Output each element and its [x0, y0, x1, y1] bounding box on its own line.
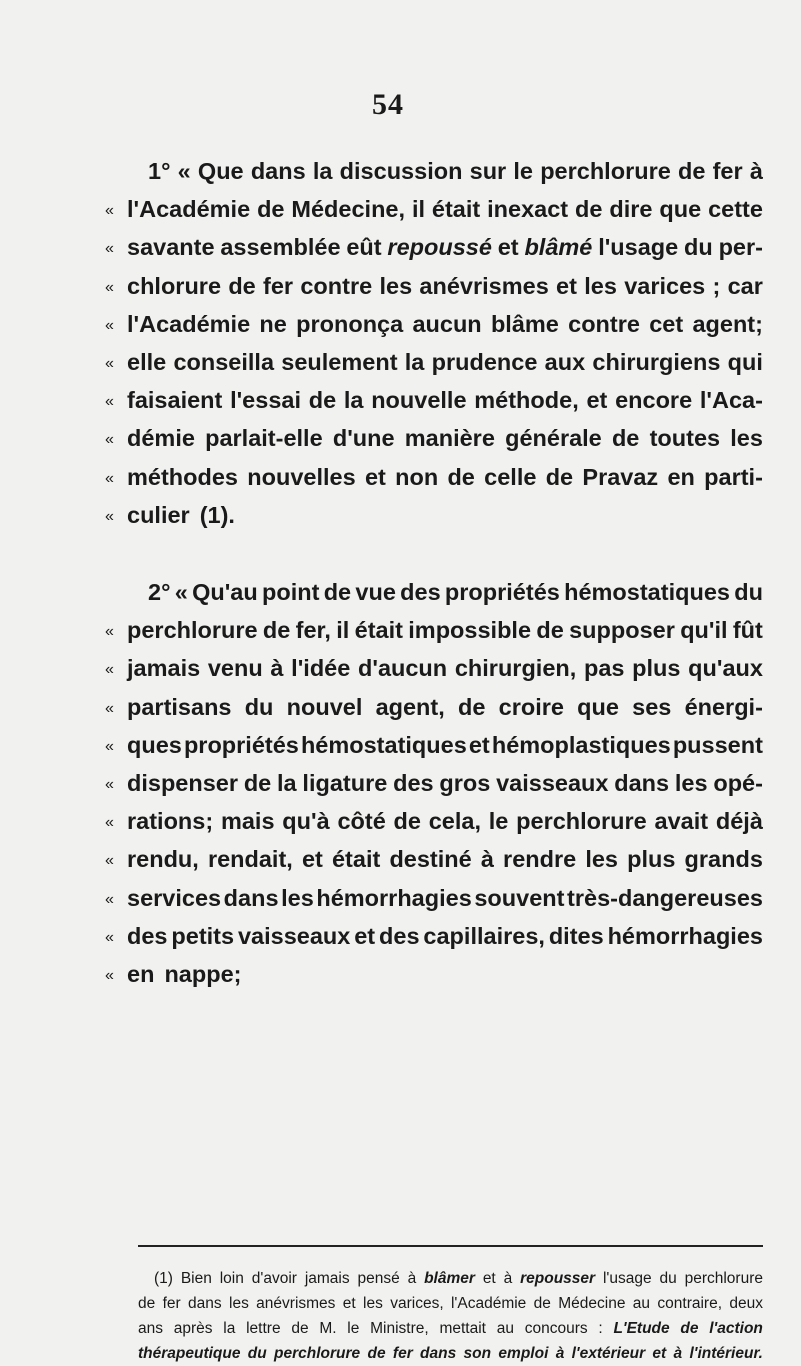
word: l'Académie	[127, 196, 251, 223]
word: pensé	[357, 1270, 400, 1287]
word: de	[228, 272, 256, 299]
word: inexact	[487, 196, 569, 223]
word: jamais	[127, 655, 201, 682]
word: per-	[718, 234, 763, 261]
word: en	[127, 960, 155, 987]
word: emploi	[498, 1345, 549, 1362]
word: l'Aca-	[699, 387, 763, 414]
word: dites	[548, 922, 604, 949]
word: aucun	[412, 310, 482, 337]
word: partisans	[127, 693, 232, 720]
word: anévrismes	[256, 1295, 336, 1312]
word: parlait-elle	[205, 425, 323, 452]
word: de	[393, 808, 421, 835]
text-line	[105, 343, 763, 381]
word: démie	[127, 425, 195, 452]
word: contre	[568, 310, 640, 337]
text-line	[105, 419, 763, 457]
word: de	[323, 579, 352, 605]
word: son	[463, 1345, 492, 1362]
word: (1).	[199, 501, 235, 528]
word: de	[262, 617, 291, 644]
word: de	[536, 617, 564, 644]
word: la	[277, 769, 297, 796]
word: de	[677, 158, 706, 184]
word: des	[379, 922, 420, 949]
word: la	[404, 348, 425, 375]
guillemet: «	[105, 890, 114, 908]
word: très-dangereuses	[567, 884, 763, 911]
word: impossible	[408, 617, 532, 644]
word: Ministre,	[370, 1320, 429, 1337]
word: vaisseaux	[496, 769, 609, 796]
word: manière	[404, 425, 495, 452]
word: chirurgiens	[592, 348, 721, 375]
word: côté	[337, 808, 386, 835]
word: au	[632, 1295, 651, 1312]
word: du	[659, 1270, 677, 1287]
word: perchlorure	[516, 808, 647, 835]
word: de	[533, 1295, 551, 1312]
text-line	[105, 726, 763, 764]
word: après	[173, 1320, 213, 1337]
word: du	[244, 693, 274, 720]
text-line	[127, 573, 763, 611]
word: supposer	[569, 617, 675, 644]
word: d'avoir	[251, 1270, 297, 1287]
guillemet: «	[105, 852, 114, 870]
word: non	[395, 463, 439, 490]
word: contre	[300, 272, 373, 299]
word: varices	[624, 272, 706, 299]
word: du	[247, 1345, 267, 1362]
text-line	[127, 152, 763, 190]
word: dans	[614, 769, 670, 796]
text-line	[105, 802, 763, 840]
word: point	[262, 579, 320, 605]
word: de	[138, 1295, 156, 1312]
word: toutes	[649, 425, 721, 452]
word: nouvel	[286, 693, 363, 720]
word: l'action	[709, 1320, 763, 1337]
word: ans	[138, 1320, 163, 1337]
word: à	[407, 1270, 417, 1287]
footnote-line	[138, 1291, 763, 1316]
word: pussent	[672, 731, 763, 758]
guillemet: «	[105, 623, 114, 641]
word: perchlorure	[274, 1345, 361, 1362]
word: 1°	[148, 158, 171, 184]
footnote-line	[138, 1341, 763, 1366]
word: gros	[439, 769, 491, 796]
word: et	[652, 1345, 667, 1362]
text-line	[105, 688, 763, 726]
word: hémorrhagies	[607, 922, 763, 949]
footnote-line	[138, 1316, 763, 1341]
word: concours	[524, 1320, 588, 1337]
word: culier	[127, 501, 190, 528]
word: fer,	[295, 617, 331, 644]
word: rations;	[127, 808, 214, 835]
word: Médecine,	[291, 196, 406, 223]
word: fût	[732, 617, 763, 644]
word: ques	[127, 731, 182, 758]
word: lettre	[246, 1320, 281, 1337]
word: agent,	[375, 693, 445, 720]
word: du	[734, 579, 763, 605]
word: vaisseaux	[237, 922, 351, 949]
guillemet: «	[105, 661, 114, 679]
word: Médecine	[558, 1295, 626, 1312]
word: destiné	[389, 846, 472, 873]
word: dans	[223, 884, 279, 911]
text-line	[105, 381, 763, 419]
word: «	[174, 579, 188, 605]
word: souvent	[474, 884, 565, 911]
word: celle	[484, 463, 537, 490]
word: «	[177, 158, 191, 184]
guillemet: «	[105, 814, 114, 832]
word: l'Académie	[127, 310, 251, 337]
word: l'intérieur.	[689, 1345, 763, 1362]
word: qu'à	[282, 808, 330, 835]
word: grands	[684, 846, 763, 873]
paragraph-2	[105, 573, 763, 993]
guillemet: «	[105, 354, 114, 372]
text-line	[105, 879, 763, 917]
word: nouvelle	[371, 387, 467, 414]
word: hémostatiques	[300, 731, 467, 758]
word: encore	[615, 387, 693, 414]
text-line	[105, 458, 763, 496]
word: et	[497, 234, 519, 261]
word: les	[585, 846, 618, 873]
text-line	[105, 228, 763, 266]
text-line	[105, 649, 763, 687]
word: des	[127, 922, 168, 949]
word: à	[270, 655, 284, 682]
word: l'essai	[230, 387, 301, 414]
word: blâme	[490, 310, 559, 337]
word: vue	[355, 579, 396, 605]
guillemet: «	[105, 928, 114, 946]
word: M.	[319, 1320, 337, 1337]
word: avait	[654, 808, 709, 835]
word: (1)	[154, 1270, 173, 1287]
word: était	[331, 846, 381, 873]
footnote	[138, 1266, 763, 1366]
footnote-line	[138, 1266, 763, 1291]
word: l'idée	[291, 655, 351, 682]
guillemet: «	[105, 240, 114, 258]
word: de	[545, 463, 574, 490]
word: le	[347, 1320, 360, 1337]
word: de	[457, 693, 486, 720]
word: faisaient	[127, 387, 223, 414]
word: les	[584, 272, 617, 299]
word: et	[586, 387, 608, 414]
word: repousser	[520, 1270, 596, 1287]
word: 2°	[148, 579, 171, 605]
word: au	[496, 1320, 514, 1337]
word: fer	[712, 158, 743, 184]
page-number: 54	[372, 88, 404, 121]
word: nouvelles	[247, 463, 356, 490]
text-line	[105, 267, 763, 305]
guillemet: «	[105, 966, 114, 984]
word: agent;	[692, 310, 763, 337]
word: du	[684, 234, 713, 261]
word: mais	[220, 808, 275, 835]
word: eût	[346, 234, 382, 261]
text-line	[105, 840, 763, 878]
word: à	[480, 846, 494, 873]
word: en	[667, 463, 695, 490]
word: varices,	[390, 1295, 444, 1312]
word: services	[127, 884, 222, 911]
word: les	[674, 769, 708, 796]
word: qu'aux	[688, 655, 763, 682]
word: à	[749, 158, 763, 184]
guillemet: «	[105, 469, 114, 487]
word: l'usage	[598, 234, 679, 261]
word: elle	[127, 348, 167, 375]
word: plus	[627, 846, 676, 873]
word: perchlorure	[684, 1270, 763, 1287]
word: dire	[609, 196, 653, 223]
word: dispenser	[127, 769, 239, 796]
word: rendu,	[127, 846, 199, 873]
word: les	[730, 425, 763, 452]
word: hémorrhagies	[316, 884, 472, 911]
word: générale	[505, 425, 602, 452]
word: Bien	[180, 1270, 212, 1287]
word: chirurgien,	[454, 655, 577, 682]
word: :	[598, 1320, 603, 1337]
word: nappe;	[164, 960, 242, 987]
word: déjà	[715, 808, 763, 835]
word: cela,	[428, 808, 482, 835]
word: plus	[632, 655, 681, 682]
word: méthodes	[127, 463, 238, 490]
word: Que	[197, 158, 244, 184]
word: à	[503, 1270, 513, 1287]
word: qu'il	[680, 617, 728, 644]
text-line	[105, 611, 763, 649]
word: le	[488, 808, 509, 835]
word: blâmer	[424, 1270, 475, 1287]
word: d'aucun	[358, 655, 448, 682]
word: l'extérieur	[571, 1345, 646, 1362]
paragraph-1	[105, 152, 763, 534]
guillemet: «	[105, 202, 114, 220]
word: de	[367, 1345, 386, 1362]
word: prudence	[431, 348, 538, 375]
word: car	[727, 272, 763, 299]
word: ses	[632, 693, 672, 720]
word: loin	[219, 1270, 244, 1287]
word: de	[447, 463, 475, 490]
word: assemblée	[220, 234, 341, 261]
text-line	[105, 496, 763, 534]
word: les	[281, 884, 314, 911]
word: pas	[583, 655, 625, 682]
word: perchlorure	[127, 617, 258, 644]
word: jamais	[304, 1270, 350, 1287]
word: conseilla	[173, 348, 275, 375]
word: Qu'au	[192, 579, 258, 605]
word: dans	[420, 1345, 457, 1362]
guillemet: «	[105, 431, 114, 449]
word: l'Académie	[450, 1295, 527, 1312]
word: rendre	[503, 846, 577, 873]
word: était	[431, 196, 481, 223]
word: qui	[727, 348, 763, 375]
word: et	[556, 272, 577, 299]
text-line	[105, 305, 763, 343]
word: d'une	[332, 425, 395, 452]
word: et	[468, 731, 490, 758]
word: prononça	[296, 310, 404, 337]
word: repoussé	[387, 234, 492, 261]
word: capillaires,	[423, 922, 545, 949]
word: était	[354, 617, 403, 644]
word: de	[291, 1320, 309, 1337]
text-line	[105, 190, 763, 228]
word: dans	[250, 158, 306, 184]
word: de	[308, 387, 337, 414]
guillemet: «	[105, 393, 114, 411]
word: venu	[207, 655, 263, 682]
word: que	[659, 196, 702, 223]
word: les	[363, 1295, 383, 1312]
word: propriétés	[183, 731, 299, 758]
guillemet: «	[105, 699, 114, 717]
word: perchlorure	[540, 158, 671, 184]
word: parti-	[704, 463, 763, 490]
word: contraire,	[657, 1295, 723, 1312]
word: fer	[263, 272, 294, 299]
text-line	[105, 764, 763, 802]
word: cette	[708, 196, 763, 223]
word: le	[513, 158, 533, 184]
word: seulement	[281, 348, 398, 375]
word: blâmé	[524, 234, 593, 261]
word: l'usage	[602, 1270, 652, 1287]
word: fer	[392, 1345, 413, 1362]
word: les	[229, 1295, 249, 1312]
word: hémoplastiques	[491, 731, 671, 758]
word: sur	[469, 158, 507, 184]
word: la	[343, 387, 364, 414]
guillemet: «	[105, 737, 114, 755]
word: cet	[649, 310, 684, 337]
word: fer	[162, 1295, 181, 1312]
guillemet: «	[105, 278, 114, 296]
word: thérapeutique	[138, 1345, 241, 1362]
word: et	[301, 846, 323, 873]
word: la	[312, 158, 333, 184]
word: aux	[544, 348, 586, 375]
word: ne	[259, 310, 287, 337]
word: des	[393, 769, 434, 796]
word: hémostatiques	[564, 579, 730, 605]
word: Pravaz	[582, 463, 659, 490]
word: à	[673, 1345, 683, 1362]
word: il	[336, 617, 350, 644]
word: L'Etude	[613, 1320, 670, 1337]
word: croire	[498, 693, 564, 720]
word: la	[223, 1320, 236, 1337]
word: méthode,	[474, 387, 579, 414]
word: de	[680, 1320, 699, 1337]
word: opé-	[713, 769, 763, 796]
word: discussion	[339, 158, 463, 184]
word: et	[342, 1295, 356, 1312]
word: propriétés	[444, 579, 560, 605]
word: énergi-	[684, 693, 763, 720]
word: à	[555, 1345, 565, 1362]
word: et	[364, 463, 386, 490]
word: petits	[171, 922, 235, 949]
word: de	[575, 196, 603, 223]
word: de	[611, 425, 640, 452]
word: chlorure	[127, 272, 222, 299]
word: rendait,	[207, 846, 293, 873]
text-line	[105, 917, 763, 955]
text-line	[105, 955, 763, 993]
word: de	[257, 196, 285, 223]
word: ligature	[302, 769, 388, 796]
word: ;	[712, 272, 721, 299]
word: et	[482, 1270, 496, 1287]
guillemet: «	[105, 507, 114, 525]
word: anévrismes	[419, 272, 549, 299]
word: il	[411, 196, 425, 223]
word: dans	[188, 1295, 222, 1312]
word: et	[354, 922, 376, 949]
word: mettait	[439, 1320, 486, 1337]
guillemet: «	[105, 316, 114, 334]
word: des	[400, 579, 441, 605]
word: deux	[729, 1295, 763, 1312]
word: les	[379, 272, 413, 299]
word: que	[577, 693, 619, 720]
guillemet: «	[105, 775, 114, 793]
word: savante	[127, 234, 215, 261]
footnote-divider	[138, 1245, 763, 1247]
word: de	[243, 769, 272, 796]
